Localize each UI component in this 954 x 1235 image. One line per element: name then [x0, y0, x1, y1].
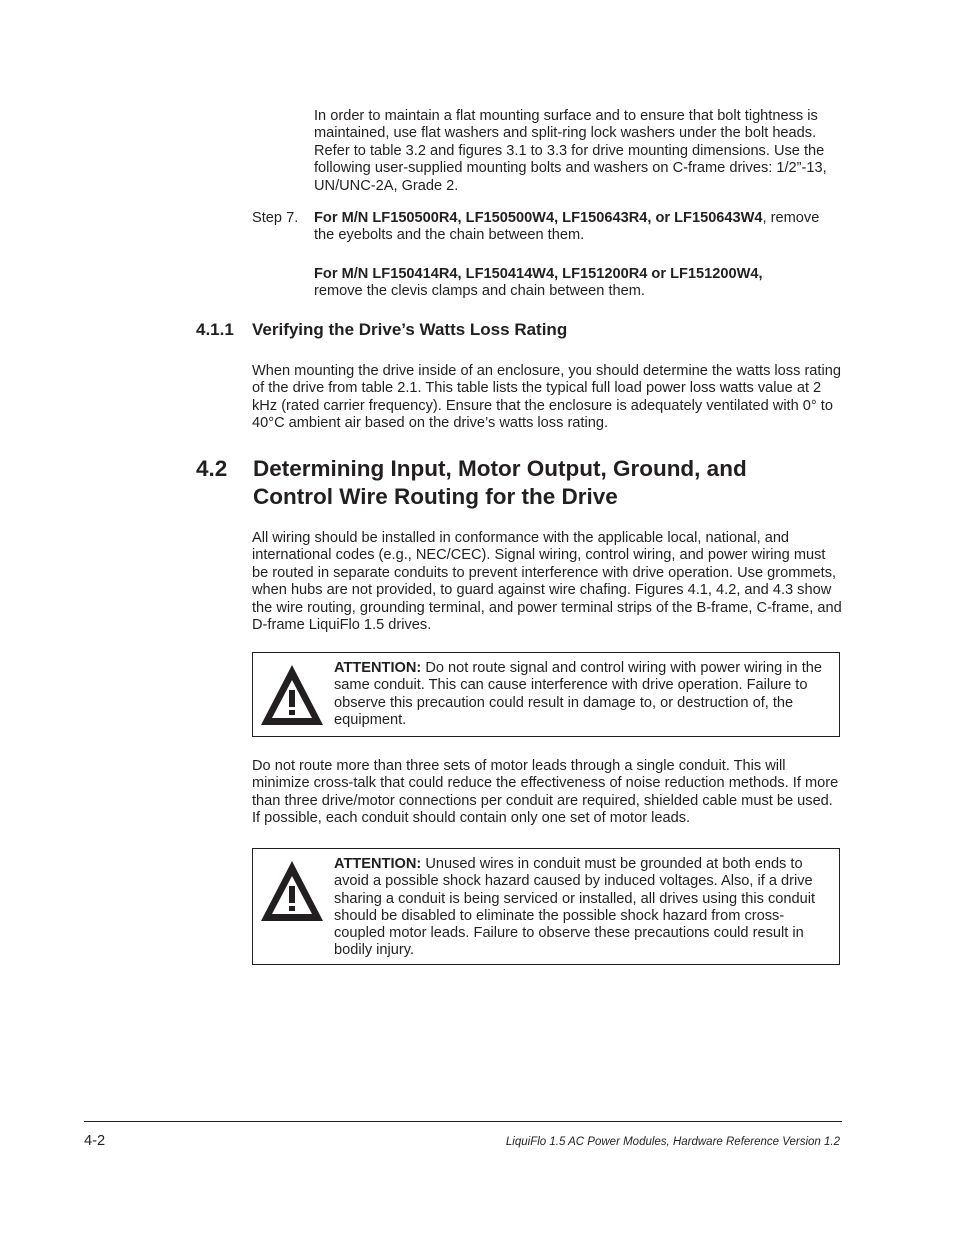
attention-1-label: ATTENTION:	[334, 660, 422, 676]
footer-rule	[84, 1121, 842, 1122]
step7-part1-models: For M/N LF150500R4, LF150500W4, LF150643R4, or LF150643W4	[314, 210, 763, 226]
step7-part2-models: For M/N LF150414R4, LF150414W4, LF151200R4 or LF151200W4,	[314, 266, 763, 282]
step7-part2	[314, 266, 842, 301]
warning-icon	[258, 858, 326, 924]
attention-1-text	[334, 660, 829, 729]
warning-icon	[258, 662, 326, 728]
step7-part2-text: remove the clevis clamps and chain between them.	[314, 283, 645, 300]
step7-part1	[314, 210, 842, 245]
footer-document-title: LiquiFlo 1.5 AC Power Modules, Hardware Reference Version 1.2	[505, 1136, 840, 1148]
attention-2-body: Unused wires in conduit must be grounded at both ends to avoid a possible shock hazard caused by induced voltages. Also, if a drive sharing a conduit is being serviced or installed, all drives using this conduit should be disabled to eliminate the possible shock hazard from cross-coupled motor leads. Failure to observe these precautions could result in bodily injury.	[334, 856, 816, 959]
attention-box-1	[252, 652, 840, 737]
attention-1-body: Do not route signal and control wiring with power wiring in the same conduit. This can cause interference with drive operation. Failure to observe this precaution could result in damage to, or destruction of, the equipment.	[334, 660, 823, 728]
intro-paragraph: In order to maintain a flat mounting surface and to ensure that bolt tightness is maintained, use flat washers and split-ring lock washers under the bolt heads. Refer to table 3.2 and figures 3.1 to 3.3 for drive mounting dimensions. Use the following user-supplied mounting bolts and washers on C-frame drives: 1/2”-13, UN/UNC-2A, Grade 2.	[314, 108, 827, 194]
section-title: Determining Input, Motor Output, Ground, and Control Wire Routing for the Drive	[253, 456, 747, 509]
motor-leads-paragraph: Do not route more than three sets of motor leads through a single conduit. This will minimize cross-talk that could reduce the effectiveness of noise reduction methods. If more than three drive/motor connections per conduit are required, shielded cable must be used. If possible, each conduit should contain only one set of motor leads.	[252, 758, 839, 827]
subsection-title: Verifying the Drive’s Watts Loss Rating	[252, 320, 568, 339]
page-number: 4-2	[84, 1133, 106, 1149]
wiring-paragraph: All wiring should be installed in conformance with the applicable local, national, and international codes (e.g., NEC/CEC). Signal wiring, control wiring, and power wiring must be routed in separate conduits to prevent interference with drive operation. Use grommets, when hubs are not provided, to guard against wire chafing. Figures 4.1, 4.2, and 4.3 show the wire routing, grounding terminal, and power terminal strips of the B-frame, C-frame, and D-frame LiquiFlo 1.5 drives.	[252, 530, 842, 634]
section-heading	[196, 455, 813, 511]
watts-loss-paragraph: When mounting the drive inside of an enclosure, you should determine the watts loss rating of the drive from table 2.1. This table lists the typical full load power loss watts value at 2 kHz (rated carrier frequency). Ensure that the enclosure is adequately ventilated with 0° to 40°C ambient air based on the drive’s watts loss rating.	[252, 363, 841, 432]
step-label: Step 7.	[252, 210, 299, 226]
subsection-heading	[196, 320, 567, 340]
section-number: 4.2	[196, 456, 228, 481]
attention-2-label: ATTENTION:	[334, 856, 422, 872]
attention-box-2	[252, 848, 840, 965]
subsection-number: 4.1.1	[196, 320, 234, 339]
step7-part1-text: , remove the eyebolts and the chain between them.	[314, 210, 820, 244]
attention-2-text	[334, 856, 829, 960]
